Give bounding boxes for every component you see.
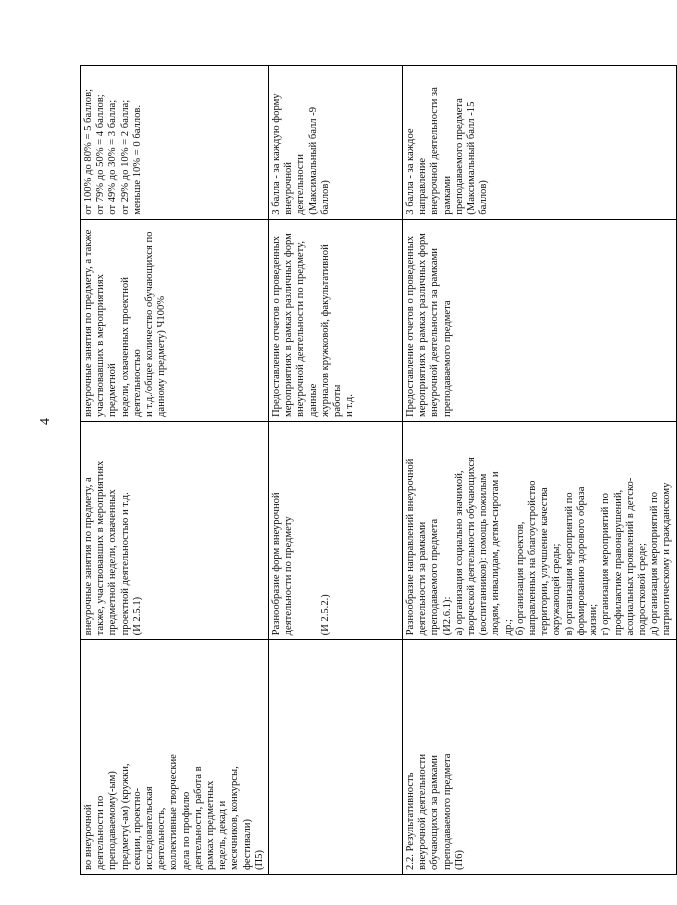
- cell-line: профилактике правонарушений,: [612, 489, 624, 636]
- cell-line: во внеурочной: [83, 804, 94, 870]
- cell-line: (Максимальный балл -15 баллов): [466, 101, 490, 215]
- cell-line: от 79% до 50% = 4 баллов;: [95, 94, 107, 215]
- cell-line: преподаваемого предмета: [441, 300, 453, 417]
- cell-line: журналов кружковой, факультативной работы: [319, 244, 344, 417]
- cell-line: преподаваемого предмета: [441, 753, 453, 870]
- cell-line: коллективные творческие: [168, 754, 180, 870]
- criterion-cell: [269, 421, 403, 639]
- cell-line: (И2.6.1):: [441, 596, 453, 636]
- cell-line: деятельности: [295, 154, 307, 215]
- cell-line: Предоставление отчетов о проведенных: [405, 235, 417, 417]
- cell-line: и т.д./общее количество обучающихся по: [144, 231, 156, 417]
- cell-line: преподаваемого предмета: [453, 98, 465, 215]
- cell-line: данному предмету) Ч100%: [156, 295, 168, 417]
- cell-line: от 49% до 30% = 3 балла;: [107, 99, 119, 215]
- cell-line: (Максимальный балл -9 баллов): [307, 106, 331, 215]
- cell-line: [295, 426, 307, 635]
- cell-line: (И 2.5.2.): [319, 594, 331, 636]
- cell-line: внеурочные занятия по предмету, а: [83, 477, 94, 636]
- cell-line: дела по профилю: [180, 791, 192, 870]
- table-row: [81, 66, 269, 875]
- cell-line: д) организация мероприятий по: [649, 492, 661, 636]
- cell-line: территории, улучшение качества: [539, 487, 551, 636]
- cell-line: (П5): [253, 849, 265, 870]
- cell-line: предмету(-ам) (кружки,: [119, 763, 131, 870]
- cell-line: внеурочной деятельности за рамками: [429, 87, 453, 215]
- cell-line: в) организация мероприятий по: [563, 492, 575, 636]
- cell-line: недели, охваченных проектной деятельностью: [119, 277, 143, 417]
- scoring-cell: [269, 66, 403, 220]
- cell-line: деятельности, работа в: [192, 766, 204, 870]
- cell-line: месячников, конкурсы,: [229, 766, 241, 870]
- cell-line: фестивали): [241, 819, 253, 870]
- cell-line: окружающей среды;: [551, 543, 563, 636]
- cell-line: [308, 426, 320, 635]
- indicator-cell: [403, 640, 676, 875]
- cell-line: подростковой среде;: [636, 543, 648, 636]
- cell-line: (П6): [453, 849, 465, 870]
- evidence-cell: [269, 219, 403, 421]
- cell-line: 3 балла - за каждое направление: [405, 128, 429, 215]
- cell-line: деятельности по предмету: [283, 516, 295, 636]
- page-number: 4: [38, 418, 53, 425]
- cell-line: творческой деятельности обучающихся: [466, 457, 478, 636]
- cell-line: деятельности за рамками: [417, 521, 429, 636]
- criteria-table-wrapper: [80, 65, 673, 875]
- cell-line: жизни;: [588, 603, 600, 636]
- scoring-cell: [403, 66, 676, 220]
- cell-line: г) организация мероприятий по: [600, 493, 612, 636]
- cell-line: деятельности по: [95, 795, 107, 870]
- scoring-cell: [81, 66, 269, 220]
- cell-line: (И 2.5.1): [131, 596, 143, 636]
- cell-line: секции, проектно-: [131, 787, 143, 870]
- table-row: [403, 66, 676, 875]
- cell-line: от 100% до 80% = 5 баллов;: [83, 88, 94, 215]
- criterion-cell: [403, 421, 676, 639]
- criterion-cell: [81, 421, 269, 639]
- cell-line: направленных на благоустройство: [527, 480, 539, 636]
- cell-line: (воспитанников): помощь пожилым: [478, 473, 490, 636]
- cell-line: и т.д.: [344, 394, 356, 417]
- cell-line: внеурочной деятельности за рамками: [429, 248, 441, 417]
- cell-line: 2.2. Результативность: [405, 772, 417, 870]
- cell-line: преподаваемого предмета: [429, 518, 441, 636]
- cell-line: проектной деятельностью и т.д.: [119, 492, 131, 636]
- cell-line: преподаваемому(-ым): [107, 771, 119, 870]
- cell-line: предметной недели, охваченных: [107, 489, 119, 636]
- criteria-table: [80, 65, 677, 875]
- cell-line: исследовательская: [144, 786, 156, 870]
- cell-line: также, участвовавших в мероприятиях: [95, 460, 107, 636]
- cell-line: 3 балла - за каждую форму внеурочной: [271, 93, 295, 215]
- cell-line: внеурочные занятия по предмету, а также: [83, 229, 94, 417]
- evidence-cell: [81, 219, 269, 421]
- cell-line: деятельность,: [156, 807, 168, 870]
- cell-line: недель, декад и: [217, 800, 229, 870]
- cell-line: б) организация проектов,: [514, 521, 526, 636]
- cell-line: формированию здорового образа: [575, 486, 587, 636]
- cell-line: Разнообразие форм внеурочной: [271, 492, 283, 636]
- indicator-cell: [81, 640, 269, 875]
- cell-line: др.;: [502, 619, 514, 636]
- cell-line: участвовавших в мероприятиях предметной: [95, 274, 119, 417]
- cell-line: мероприятиях в рамках различных форм: [283, 233, 295, 417]
- cell-line: Разнообразие направлений внеурочной: [405, 458, 417, 636]
- cell-line: людям, инвалидам, детям-сиротам и: [490, 471, 502, 636]
- indicator-cell: [269, 640, 403, 875]
- cell-line: меньше 10% = 0 баллов.: [131, 104, 143, 215]
- cell-line: от 29% до 10% = 2 балла;: [119, 99, 131, 215]
- cell-line: рамках предметных: [205, 780, 217, 870]
- cell-line: асоциальных проявлений в детско-: [624, 477, 636, 636]
- cell-line: обучающихся за рамками: [429, 755, 441, 870]
- cell-line: внеурочной деятельности по предмету, данные: [295, 241, 319, 417]
- evidence-cell: [403, 219, 676, 421]
- cell-line: Предоставление отчетов о проведенных: [271, 235, 283, 417]
- cell-line: внеурочной деятельности: [417, 754, 429, 870]
- cell-line: патриотическому и гражданскому: [661, 482, 673, 636]
- table-row: [269, 66, 403, 875]
- cell-line: а) организация социально значимой,: [453, 470, 465, 636]
- cell-line: мероприятиях в рамках различных форм: [417, 233, 429, 417]
